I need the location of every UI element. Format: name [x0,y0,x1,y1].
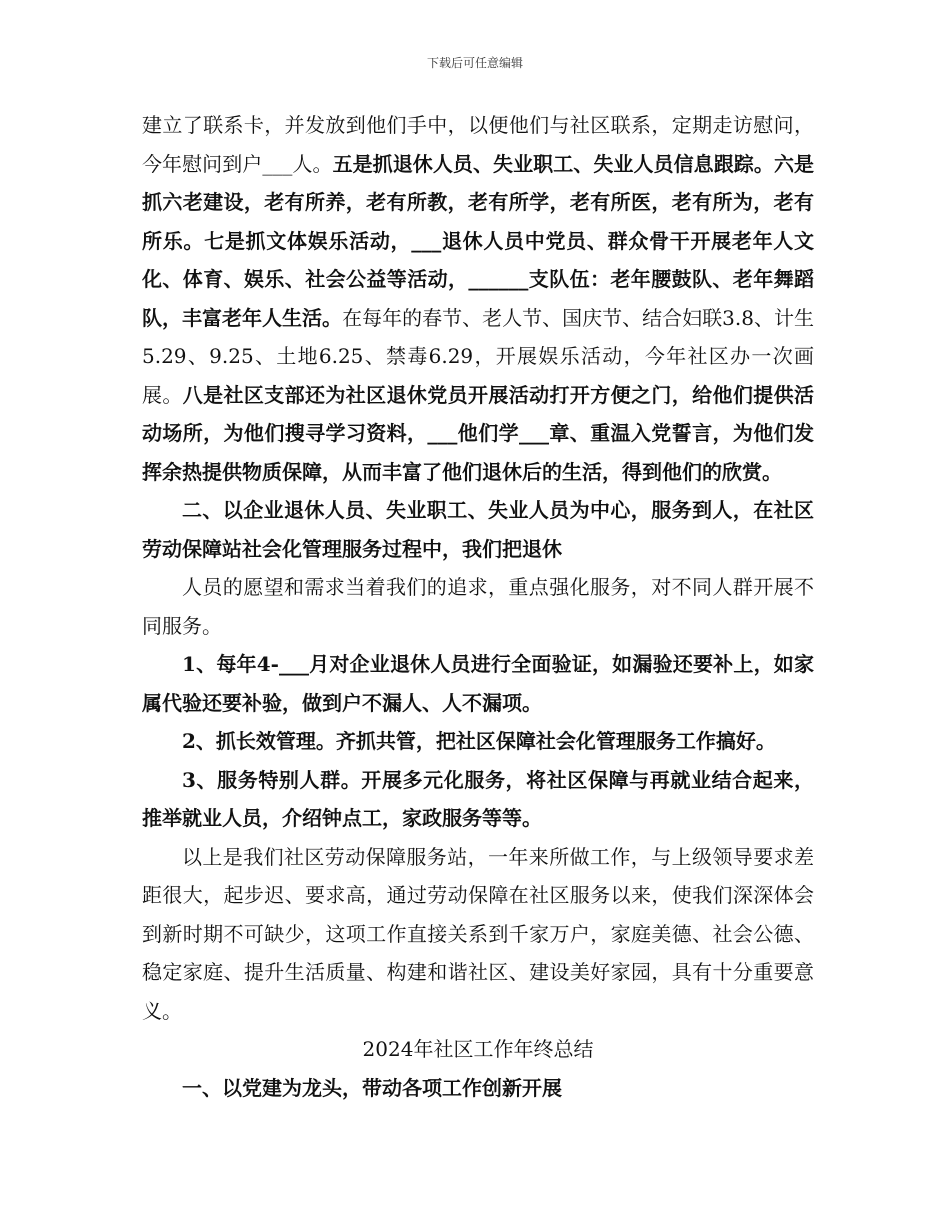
text-run-bold: 六是抓六老建设，老有所养，老有所教，老有所学，老有所医，老有所为，老有所乐。 [142,151,814,253]
text-run: 人员的愿望和需求当着我们的追求，重点强化服务，对不同人群开展不同服务。 [142,575,814,638]
paragraph-conclusion [142,838,814,1031]
list-item-2 [142,722,814,761]
text-run-bold: 2、抓长效管理。齐抓共管，把社区保障社会化管理服务工作搞好。 [182,729,776,753]
section-title: 2024年社区工作年终总结 [362,1037,594,1061]
document-body [142,106,814,1107]
text-run: 建立了联系卡，并发放到他们手中，以便他们与社区联系，定期走访慰问，今年慰问到户___人。 [142,113,814,176]
text-run: 以上是我们社区劳动保障服务站，一年来所做工作，与上级领导要求差距很大，起步迟、要求高，通过劳动保障在社区服务以来，使我们深深体会到新时期不可缺少，这项工作直接关系到千家万户，家庭美德、社会公德、稳定家庭、提升生活质量、构建和谐社区、建设美好家园，具有十分重要意义。 [142,844,814,1023]
paragraph-heading-2 [142,491,814,568]
list-item-1 [142,645,814,722]
section-heading: 一、以党建为龙头，带动各项工作创新开展 [182,1075,562,1100]
text-run-bold: 八是社区支部还为社区退休党员开展活动打开方便之门，给他们提供活动场所，为他们搜寻学习资料，___他们学___章、重温入党誓言，为他们发挥余热提供物质保障，从而丰富了他们退休后的生活，得到他们的欣赏。 [142,382,814,484]
text-run: 在每年的春节、老人节、国庆节、结合妇联3.8、计生5.29、9.25、土地6.25、禁毒6.29，开展娱乐活动，今年社区办一次画展。 [142,305,814,407]
paragraph-continuation [142,106,814,491]
text-run-bold: 二、以企业退休人员、失业职工、失业人员为中心，服务到人，在社区劳动保障站社会化管理服务过程中，我们把退休 [142,498,814,561]
list-item-3 [142,761,814,838]
text-run-bold: 1、每年4-___月对企业退休人员进行全面验证，如漏验还要补上，如家属代验还要补验，做到户不漏人、人不漏项。 [142,652,814,715]
text-run-bold: 七是抓文体娱乐活动，___退休人员中党员、群众骨干开展老年人文化、体育、娱乐、社会公益等活动，______支队伍：老年腰鼓队、老年舞蹈队，丰富老年人生活。 [142,228,815,330]
text-run-bold: 3、服务特别人群。开展多元化服务，将社区保障与再就业结合起来，推举就业人员，介绍钟点工，家政服务等等。 [142,767,814,830]
paragraph [142,568,814,645]
page-header: 下载后可任意编辑 [426,56,523,70]
text-run-bold: 五是抓退休人员、失业职工、失业人员信息跟踪。 [332,151,774,176]
